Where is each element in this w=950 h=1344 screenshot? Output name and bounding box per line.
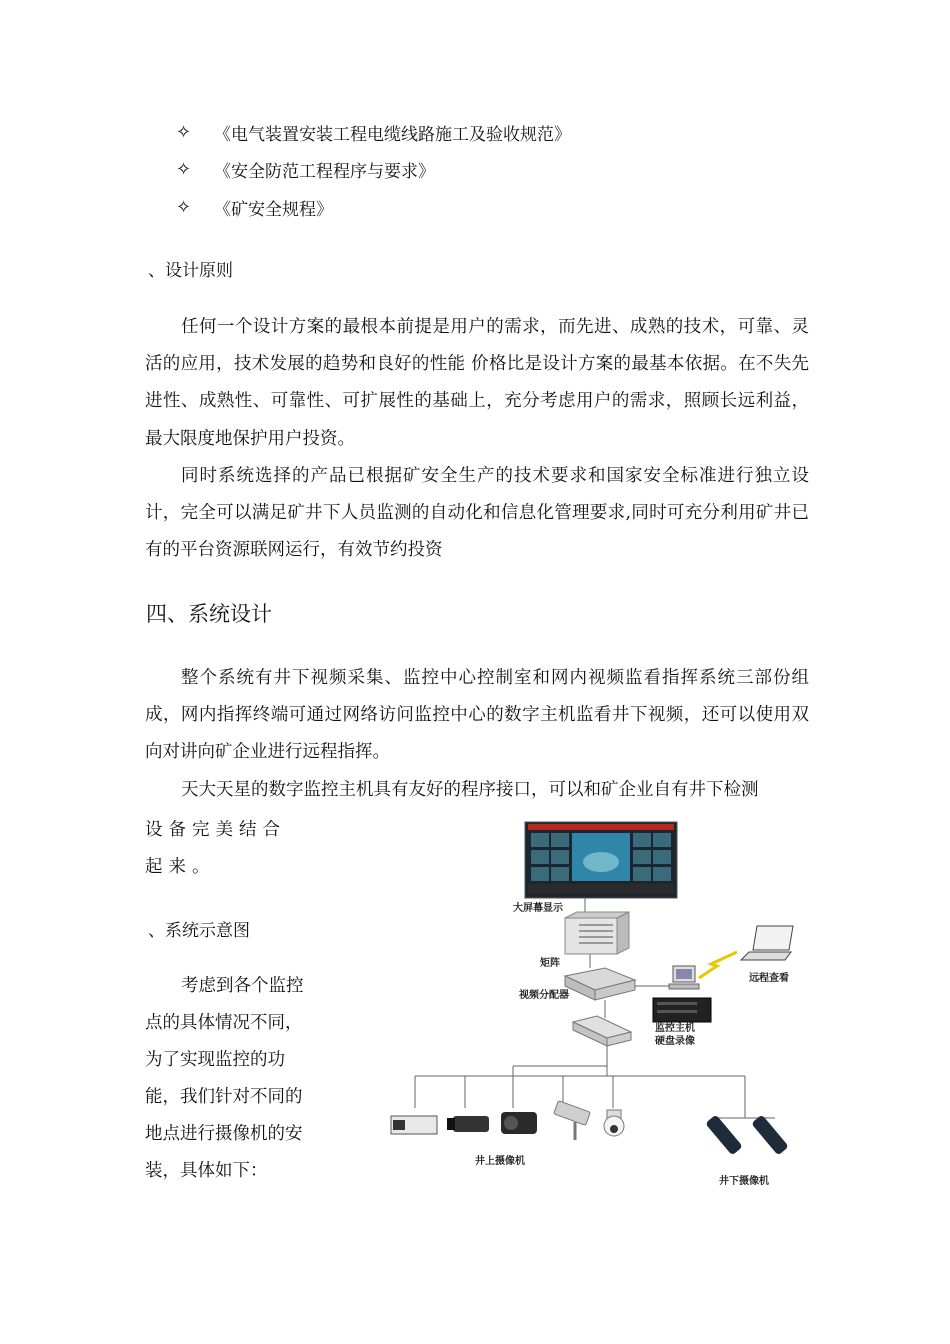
wireless-link-icon	[699, 952, 737, 978]
heading-design-principle: 、设计原则	[148, 261, 233, 281]
standard-title: 《矿安全规程》	[214, 200, 333, 220]
label-screen: 大屏幕显示	[513, 903, 563, 914]
industrial-camera-icon	[501, 1112, 537, 1134]
laptop-icon	[741, 926, 793, 960]
design-paragraph-2-continued: 设备完美结合起来。	[145, 820, 286, 877]
label-recorder: 硬盘录像	[655, 1036, 695, 1047]
matrix-switch-icon	[565, 912, 629, 954]
box-camera-icon	[391, 1116, 437, 1134]
label-distributor: 视频分配器	[519, 990, 569, 1001]
diamond-bullet-icon: ✧	[176, 122, 192, 143]
standard-title: 《安全防范工程程序与要求》	[214, 162, 435, 182]
standard-item-2	[176, 157, 435, 182]
label-surface-cameras: 井上摄像机	[475, 1156, 525, 1167]
system-diagram	[385, 818, 805, 1190]
design-paragraph-2: 天大天星的数字监控主机具有友好的程序接口，可以和矿企业自有井下检测	[181, 780, 759, 800]
principle-paragraph-2: 同时系统选择的产品已根据矿安全生产的技术要求和国家安全标准进行独立设计，完全可以满足矿井下人员监测的自动化和信息化管理要求,同时可充分利用矿井已有的平台资源联网运行，有效节约投资	[145, 466, 809, 561]
heading-system-design: 四、系统设计	[146, 602, 272, 626]
standard-item-3	[176, 195, 333, 220]
explosion-proof-camera-icon	[705, 1114, 789, 1155]
diamond-bullet-icon: ✧	[176, 197, 192, 218]
dvr-host-icon	[653, 998, 711, 1022]
design-paragraph-1: 整个系统有井下视频采集、监控中心控制室和网内视频监看指挥系统三部份组成，网内指挥终端可通过网络访问监控中心的数字主机监看井下视频，还可以使用双向对讲向矿企业进行远程指挥。	[145, 668, 809, 763]
workstation-icon	[669, 966, 699, 989]
dome-camera-icon	[604, 1110, 624, 1136]
video-wall-icon	[525, 822, 677, 898]
standard-item-1	[176, 120, 571, 145]
diagram-description: 考虑到各个监控点的具体情况不同，为了实现监控的功能，我们针对不同的地点进行摄像机的安装，具体如下：	[145, 976, 304, 1181]
video-distributor-icon	[565, 968, 635, 1000]
label-matrix: 矩阵	[540, 958, 560, 969]
bullet-camera-icon	[447, 1116, 489, 1132]
principle-paragraph-1: 任何一个设计方案的最根本前提是用户的需求，而先进、成熟的技术，可靠、灵活的应用，技术发展的趋势和良好的性能 价格比是设计方案的最基本依据。在不失先进性、成熟性、可靠性、可扩展性的基础上，充分考虑用户的需求，照顾长远利益，最大限度地保护用户投资。	[145, 317, 809, 449]
standard-title: 《电气装置安装工程电缆线路施工及验收规范》	[214, 125, 571, 145]
outdoor-camera-icon	[554, 1101, 591, 1140]
label-underground-cameras: 井下摄像机	[719, 1176, 769, 1187]
label-host: 监控主机	[655, 1023, 695, 1034]
diamond-bullet-icon: ✧	[176, 159, 192, 180]
network-switch-icon	[573, 1016, 631, 1046]
heading-system-diagram: 、系统示意图	[148, 921, 250, 941]
label-remote: 远程查看	[749, 973, 789, 984]
